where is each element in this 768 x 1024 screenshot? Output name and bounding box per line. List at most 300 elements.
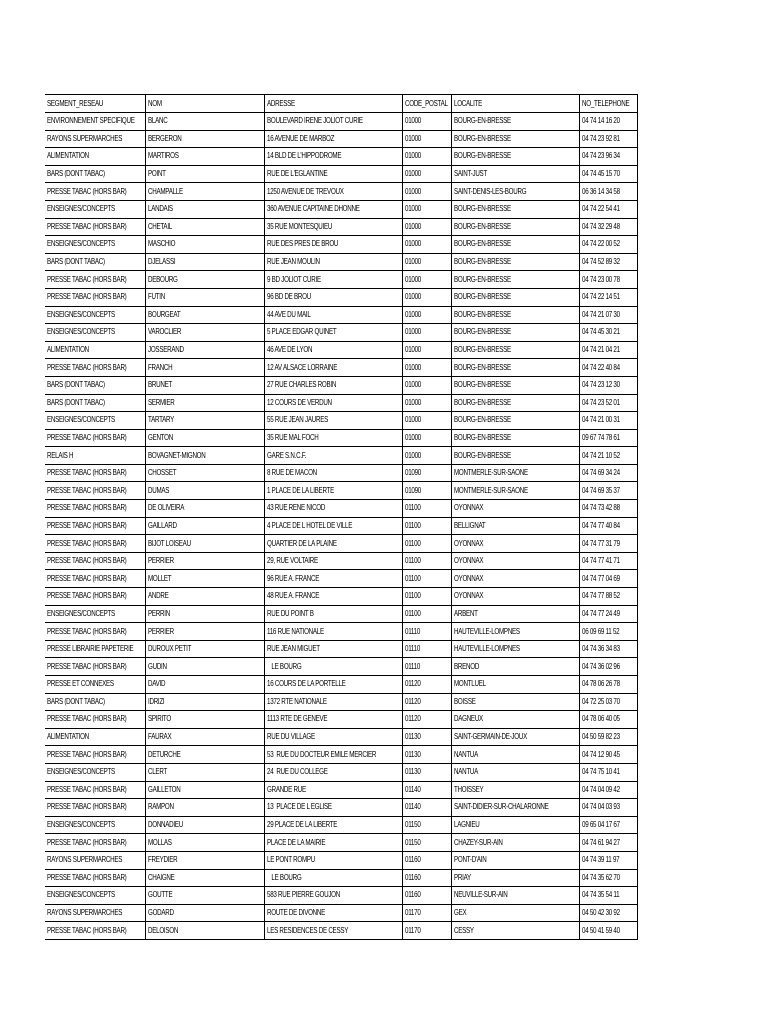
cell-nom: GAILLETON [145,781,264,799]
cell-adresse: 35 RUE MONTESQUIEU [264,218,402,236]
cell-localite: BOURG-EN-BRESSE [451,341,579,359]
cell-nom: FAURAX [145,728,264,746]
cell-no-telephone: 04 74 21 00 31 [579,412,637,430]
table-row [45,816,637,834]
cell-localite: OYONNAX [451,500,579,518]
cell-adresse: 16 COURS DE LA PORTELLE [264,676,402,694]
cell-no-telephone: 04 74 52 89 32 [579,253,637,271]
cell-nom: POINT [145,165,264,183]
spreadsheet-table [45,94,638,940]
cell-code-postal: 01100 [402,570,451,588]
cell-adresse: RUE DE L'EGLANTINE [264,165,402,183]
cell-localite: SAINT-DENIS-LES-BOURG [451,183,579,201]
table-row [45,676,637,694]
cell-nom: CHOSSET [145,464,264,482]
table-row [45,253,637,271]
cell-code-postal: 01000 [402,148,451,166]
cell-localite: BOISSE [451,693,579,711]
table-row [45,482,637,500]
cell-adresse: 1 PLACE DE LA LIBERTE [264,482,402,500]
cell-segment-reseau: PRESSE TABAC (HORS BAR) [45,429,145,447]
table-row [45,623,637,641]
cell-localite: CESSY [451,922,579,940]
cell-segment-reseau: PRESSE TABAC (HORS BAR) [45,658,145,676]
cell-no-telephone: 04 74 04 09 42 [579,781,637,799]
cell-nom: MOLLAS [145,834,264,852]
cell-no-telephone: 04 74 23 12 30 [579,376,637,394]
cell-segment-reseau: BARS (DONT TABAC) [45,376,145,394]
table-row [45,605,637,623]
table-row [45,236,637,254]
cell-segment-reseau: BARS (DONT TABAC) [45,253,145,271]
cell-adresse: BOULEVARD IRENE JOLIOT CURIE [264,113,402,131]
cell-segment-reseau: PRESSE TABAC (HORS BAR) [45,517,145,535]
cell-localite: BOURG-EN-BRESSE [451,148,579,166]
cell-localite: BOURG-EN-BRESSE [451,236,579,254]
cell-segment-reseau: BARS (DONT TABAC) [45,165,145,183]
cell-localite: MONTMERLE-SUR-SAONE [451,482,579,500]
cell-adresse: 1113 RTE DE GENEVE [264,711,402,729]
cell-code-postal: 01000 [402,412,451,430]
cell-localite: ARBENT [451,605,579,623]
table-row [45,728,637,746]
table-row [45,570,637,588]
table-row [45,306,637,324]
cell-code-postal: 01110 [402,658,451,676]
cell-segment-reseau: PRESSE TABAC (HORS BAR) [45,570,145,588]
table-row [45,763,637,781]
cell-code-postal: 01130 [402,746,451,764]
cell-no-telephone: 04 74 77 04 69 [579,570,637,588]
cell-adresse: 48 RUE A. FRANCE [264,588,402,606]
cell-segment-reseau: ENSEIGNES/CONCEPTS [45,887,145,905]
cell-code-postal: 01110 [402,623,451,641]
cell-no-telephone: 04 74 73 42 88 [579,500,637,518]
cell-adresse: 27 RUE CHARLES ROBIN [264,376,402,394]
cell-nom: FREYDIER [145,851,264,869]
cell-nom: FUTIN [145,288,264,306]
cell-adresse: 35 RUE MAL FOCH [264,429,402,447]
cell-nom: DUROUX PETIT [145,640,264,658]
table-row [45,535,637,553]
cell-adresse: RUE DU POINT B [264,605,402,623]
table-row [45,130,637,148]
header-cell-nom: NOM [145,95,264,113]
cell-localite: BOURG-EN-BRESSE [451,412,579,430]
cell-no-telephone: 04 74 77 40 84 [579,517,637,535]
cell-adresse: 55 RUE JEAN JAURES [264,412,402,430]
cell-segment-reseau: PRESSE TABAC (HORS BAR) [45,183,145,201]
cell-localite: SAINT-DIDIER-SUR-CHALARONNE [451,799,579,817]
cell-code-postal: 01000 [402,200,451,218]
cell-nom: MASCHIO [145,236,264,254]
table-row [45,183,637,201]
cell-code-postal: 01000 [402,165,451,183]
cell-segment-reseau: RAYONS SUPERMARCHES [45,904,145,922]
cell-segment-reseau: ENVIRONNEMENT SPECIFIQUE [45,113,145,131]
cell-code-postal: 01170 [402,922,451,940]
cell-localite: THOISSEY [451,781,579,799]
cell-code-postal: 01000 [402,113,451,131]
cell-localite: LAGNIEU [451,816,579,834]
table-row [45,376,637,394]
cell-nom: DEBOURG [145,271,264,289]
table-row [45,922,637,940]
cell-segment-reseau: PRESSE TABAC (HORS BAR) [45,746,145,764]
cell-localite: PONT-D'AIN [451,851,579,869]
cell-adresse: 29 PLACE DE LA LIBERTE [264,816,402,834]
table-row [45,200,637,218]
cell-segment-reseau: PRESSE TABAC (HORS BAR) [45,500,145,518]
cell-nom: BLANC [145,113,264,131]
cell-nom: DONNADIEU [145,816,264,834]
cell-localite: BOURG-EN-BRESSE [451,130,579,148]
cell-no-telephone: 04 74 22 14 51 [579,288,637,306]
cell-no-telephone: 04 74 21 07 30 [579,306,637,324]
cell-code-postal: 01160 [402,869,451,887]
cell-code-postal: 01170 [402,904,451,922]
cell-code-postal: 01100 [402,500,451,518]
cell-nom: RAMPON [145,799,264,817]
table-row [45,429,637,447]
table-row [45,113,637,131]
cell-code-postal: 01100 [402,588,451,606]
cell-segment-reseau: BARS (DONT TABAC) [45,394,145,412]
cell-adresse: 8 RUE DE MACON [264,464,402,482]
cell-segment-reseau: PRESSE TABAC (HORS BAR) [45,834,145,852]
cell-nom: GENTON [145,429,264,447]
cell-nom: LANDAIS [145,200,264,218]
cell-no-telephone: 04 74 45 15 70 [579,165,637,183]
cell-localite: OYONNAX [451,552,579,570]
cell-nom: SERMIER [145,394,264,412]
cell-code-postal: 01150 [402,816,451,834]
cell-segment-reseau: RELAIS H [45,447,145,465]
cell-nom: DAVID [145,676,264,694]
cell-adresse: 9 BD JOLIOT CURIE [264,271,402,289]
cell-segment-reseau: ENSEIGNES/CONCEPTS [45,200,145,218]
cell-adresse: 116 RUE NATIONALE [264,623,402,641]
cell-nom: DELOISON [145,922,264,940]
cell-segment-reseau: ENSEIGNES/CONCEPTS [45,763,145,781]
cell-no-telephone: 04 74 35 62 70 [579,869,637,887]
cell-segment-reseau: RAYONS SUPERMARCHES [45,130,145,148]
cell-localite: BOURG-EN-BRESSE [451,218,579,236]
cell-no-telephone: 04 74 04 03 93 [579,799,637,817]
cell-no-telephone: 06 09 69 11 52 [579,623,637,641]
cell-code-postal: 01150 [402,834,451,852]
header-row [45,95,637,113]
cell-adresse: ROUTE DE DIVONNE [264,904,402,922]
cell-code-postal: 01000 [402,447,451,465]
table-row [45,746,637,764]
table-row [45,851,637,869]
cell-code-postal: 01000 [402,253,451,271]
cell-adresse: 14 BLD DE L'HIPPODROME [264,148,402,166]
table-row [45,447,637,465]
cell-segment-reseau: BARS (DONT TABAC) [45,693,145,711]
cell-code-postal: 01100 [402,605,451,623]
cell-no-telephone: 04 74 23 52 01 [579,394,637,412]
cell-code-postal: 01000 [402,306,451,324]
cell-adresse: PLACE DE LA MAIRIE [264,834,402,852]
cell-code-postal: 01000 [402,341,451,359]
table-row [45,552,637,570]
cell-code-postal: 01000 [402,271,451,289]
table-row [45,341,637,359]
cell-no-telephone: 04 74 21 10 52 [579,447,637,465]
cell-nom: BRUNET [145,376,264,394]
cell-nom: CHAMPALLE [145,183,264,201]
cell-localite: OYONNAX [451,588,579,606]
cell-segment-reseau: PRESSE TABAC (HORS BAR) [45,464,145,482]
cell-nom: PERRIER [145,623,264,641]
cell-segment-reseau: PRESSE TABAC (HORS BAR) [45,623,145,641]
table-row [45,517,637,535]
cell-segment-reseau: PRESSE TABAC (HORS BAR) [45,869,145,887]
cell-nom: CLERT [145,763,264,781]
cell-localite: GEX [451,904,579,922]
cell-localite: BOURG-EN-BRESSE [451,447,579,465]
cell-localite: MONTMERLE-SUR-SAONE [451,464,579,482]
cell-no-telephone: 04 74 77 41 71 [579,552,637,570]
table-row [45,288,637,306]
cell-adresse: RUE JEAN MOULIN [264,253,402,271]
cell-no-telephone: 09 65 04 17 67 [579,816,637,834]
cell-segment-reseau: ENSEIGNES/CONCEPTS [45,412,145,430]
cell-no-telephone: 04 78 06 26 78 [579,676,637,694]
cell-segment-reseau: PRESSE TABAC (HORS BAR) [45,359,145,377]
cell-no-telephone: 06 36 14 34 58 [579,183,637,201]
cell-nom: JOSSERAND [145,341,264,359]
cell-nom: GOUTTE [145,887,264,905]
cell-localite: PRIAY [451,869,579,887]
cell-code-postal: 01000 [402,376,451,394]
cell-nom: TARTARY [145,412,264,430]
cell-segment-reseau: ALIMENTATION [45,728,145,746]
cell-nom: MOLLET [145,570,264,588]
cell-nom: CHAIGNE [145,869,264,887]
cell-segment-reseau: PRESSE ET CONNEXES [45,676,145,694]
cell-localite: SAINT-GERMAIN-DE-JOUX [451,728,579,746]
cell-localite: BOURG-EN-BRESSE [451,394,579,412]
cell-adresse: 53 RUE DU DOCTEUR EMILE MERCIER [264,746,402,764]
table-row [45,781,637,799]
cell-no-telephone: 04 72 25 03 70 [579,693,637,711]
cell-segment-reseau: PRESSE LIBRAIRIE PAPETERIE [45,640,145,658]
cell-adresse: RUE JEAN MIGUET [264,640,402,658]
cell-segment-reseau: ENSEIGNES/CONCEPTS [45,605,145,623]
table-row [45,640,637,658]
cell-no-telephone: 04 74 22 00 52 [579,236,637,254]
cell-segment-reseau: PRESSE TABAC (HORS BAR) [45,535,145,553]
cell-segment-reseau: ALIMENTATION [45,148,145,166]
cell-code-postal: 01120 [402,711,451,729]
cell-no-telephone: 04 74 69 35 37 [579,482,637,500]
table-row [45,658,637,676]
cell-no-telephone: 04 74 61 94 27 [579,834,637,852]
table-header [45,95,637,113]
cell-no-telephone: 04 74 69 34 24 [579,464,637,482]
cell-nom: SPIRITO [145,711,264,729]
cell-code-postal: 01100 [402,535,451,553]
cell-segment-reseau: PRESSE TABAC (HORS BAR) [45,552,145,570]
cell-no-telephone: 04 74 36 34 83 [579,640,637,658]
cell-code-postal: 01160 [402,887,451,905]
cell-localite: BOURG-EN-BRESSE [451,113,579,131]
table-row [45,412,637,430]
table-row [45,148,637,166]
cell-code-postal: 01000 [402,218,451,236]
table-row [45,359,637,377]
cell-no-telephone: 04 50 59 82 23 [579,728,637,746]
cell-no-telephone: 04 74 22 54 41 [579,200,637,218]
cell-nom: IDRIZI [145,693,264,711]
cell-localite: BOURG-EN-BRESSE [451,324,579,342]
cell-no-telephone: 04 74 14 16 20 [579,113,637,131]
cell-no-telephone: 04 74 77 31 79 [579,535,637,553]
cell-adresse: 29, RUE VOLTAIRE [264,552,402,570]
table-row [45,887,637,905]
cell-segment-reseau: ENSEIGNES/CONCEPTS [45,236,145,254]
cell-localite: BOURG-EN-BRESSE [451,200,579,218]
cell-adresse: 360 AVENUE CAPITAINE DHONNE [264,200,402,218]
cell-nom: PERRIER [145,552,264,570]
table-body [45,113,637,940]
cell-no-telephone: 04 78 06 40 05 [579,711,637,729]
cell-adresse: GARE S.N.C.F. [264,447,402,465]
cell-nom: GAILLARD [145,517,264,535]
cell-code-postal: 01120 [402,676,451,694]
cell-code-postal: 01000 [402,324,451,342]
table-row [45,324,637,342]
cell-nom: BOVAGNET-MIGNON [145,447,264,465]
cell-segment-reseau: RAYONS SUPERMARCHES [45,851,145,869]
cell-adresse: 96 BD DE BROU [264,288,402,306]
cell-segment-reseau: PRESSE TABAC (HORS BAR) [45,271,145,289]
cell-localite: NANTUA [451,763,579,781]
cell-nom: BERGERON [145,130,264,148]
cell-nom: ANDRE [145,588,264,606]
cell-segment-reseau: PRESSE TABAC (HORS BAR) [45,711,145,729]
table-row [45,394,637,412]
cell-code-postal: 01000 [402,183,451,201]
cell-no-telephone: 04 74 23 96 34 [579,148,637,166]
cell-segment-reseau: ALIMENTATION [45,341,145,359]
cell-nom: BOURGEAT [145,306,264,324]
cell-no-telephone: 04 50 41 59 40 [579,922,637,940]
cell-nom: GUDIN [145,658,264,676]
cell-nom: VAROCLIER [145,324,264,342]
cell-code-postal: 01100 [402,552,451,570]
table-row [45,218,637,236]
cell-localite: HAUTEVILLE-LOMPNES [451,623,579,641]
cell-adresse: 24 RUE DU COLLEGE [264,763,402,781]
table-row [45,588,637,606]
header-cell-localite: LOCALITE [451,95,579,113]
table-row [45,711,637,729]
cell-adresse: 5 PLACE EDGAR QUINET [264,324,402,342]
header-cell-code-postal: CODE_POSTAL [402,95,451,113]
cell-no-telephone: 04 74 45 30 21 [579,324,637,342]
cell-adresse: 96 RUE A. FRANCE [264,570,402,588]
cell-code-postal: 01090 [402,482,451,500]
cell-segment-reseau: PRESSE TABAC (HORS BAR) [45,781,145,799]
cell-no-telephone: 04 74 35 54 11 [579,887,637,905]
cell-localite: MONTLUEL [451,676,579,694]
cell-no-telephone: 09 67 74 78 61 [579,429,637,447]
cell-localite: BOURG-EN-BRESSE [451,429,579,447]
cell-adresse: QUARTIER DE LA PLAINE [264,535,402,553]
table-row [45,869,637,887]
table-row [45,904,637,922]
cell-code-postal: 01110 [402,640,451,658]
cell-code-postal: 01000 [402,394,451,412]
cell-localite: CHAZEY-SUR-AIN [451,834,579,852]
cell-localite: BOURG-EN-BRESSE [451,288,579,306]
cell-no-telephone: 04 74 21 04 21 [579,341,637,359]
cell-adresse: 43 RUE RENE NICOD [264,500,402,518]
cell-adresse: 12 COURS DE VERDUN [264,394,402,412]
cell-code-postal: 01160 [402,851,451,869]
cell-segment-reseau: ENSEIGNES/CONCEPTS [45,324,145,342]
spreadsheet-table-container [45,94,637,940]
cell-no-telephone: 04 74 77 24 49 [579,605,637,623]
cell-localite: HAUTEVILLE-LOMPNES [451,640,579,658]
cell-code-postal: 01000 [402,236,451,254]
cell-adresse: RUE DES PRES DE BROU [264,236,402,254]
cell-nom: GODARD [145,904,264,922]
cell-localite: NEUVILLE-SUR-AIN [451,887,579,905]
table-row [45,165,637,183]
cell-adresse: GRANDE RUE [264,781,402,799]
cell-localite: NANTUA [451,746,579,764]
cell-localite: OYONNAX [451,535,579,553]
header-cell-no-telephone: NO_TELEPHONE [579,95,637,113]
cell-adresse: 13 PLACE DE L EGLISE [264,799,402,817]
cell-no-telephone: 04 74 23 92 81 [579,130,637,148]
cell-localite: BOURG-EN-BRESSE [451,376,579,394]
cell-no-telephone: 04 74 23 00 78 [579,271,637,289]
cell-code-postal: 01140 [402,781,451,799]
cell-nom: DE OLIVEIRA [145,500,264,518]
cell-code-postal: 01000 [402,359,451,377]
table-row [45,693,637,711]
cell-no-telephone: 04 50 42 30 92 [579,904,637,922]
cell-no-telephone: 04 74 22 40 84 [579,359,637,377]
table-row [45,271,637,289]
cell-nom: BIJOT LOISEAU [145,535,264,553]
cell-code-postal: 01090 [402,464,451,482]
cell-adresse: 1250 AVENUE DE TREVOUX [264,183,402,201]
cell-code-postal: 01000 [402,130,451,148]
cell-no-telephone: 04 74 77 88 52 [579,588,637,606]
cell-nom: CHETAIL [145,218,264,236]
cell-no-telephone: 04 74 12 90 45 [579,746,637,764]
cell-code-postal: 01140 [402,799,451,817]
cell-adresse: 4 PLACE DE L HOTEL DE VILLE [264,517,402,535]
cell-localite: SAINT-JUST [451,165,579,183]
cell-adresse: 1372 RTE NATIONALE [264,693,402,711]
cell-no-telephone: 04 74 75 10 41 [579,763,637,781]
cell-code-postal: 01000 [402,288,451,306]
cell-segment-reseau: PRESSE TABAC (HORS BAR) [45,588,145,606]
cell-adresse: 46 AVE DE LYON [264,341,402,359]
cell-adresse: LES RESIDENCES DE CESSY [264,922,402,940]
cell-code-postal: 01120 [402,693,451,711]
cell-localite: BOURG-EN-BRESSE [451,271,579,289]
table-row [45,834,637,852]
